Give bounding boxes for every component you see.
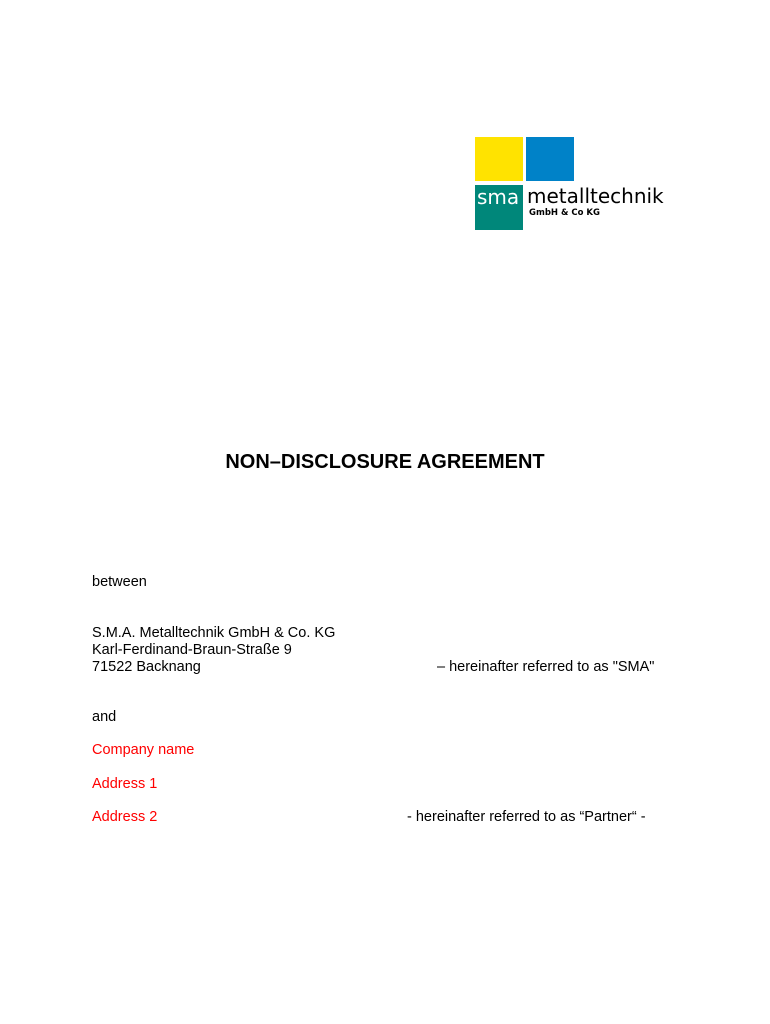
partner-address-2-field[interactable]: Address 2: [92, 809, 158, 825]
logo-badge-text: sma: [477, 185, 520, 209]
sma-city: 71522 Backnang: [92, 659, 201, 675]
partner-address-1-field[interactable]: Address 1: [92, 776, 158, 792]
company-logo: [474, 137, 674, 232]
sma-street: Karl-Ferdinand-Braun-Straße 9: [92, 642, 292, 658]
logo-brand-subtitle: GmbH & Co KG: [529, 208, 600, 218]
logo-yellow-square: [475, 137, 523, 181]
logo-brand-name: metalltechnik: [527, 184, 664, 208]
between-label: between: [92, 574, 147, 590]
document-title: NON–DISCLOSURE AGREEMENT: [225, 451, 545, 473]
sma-reference: – hereinafter referred to as "SMA": [437, 659, 655, 675]
and-label: and: [92, 709, 117, 725]
partner-reference: - hereinafter referred to as “Partner“ -: [407, 809, 646, 825]
logo-blue-square: [526, 137, 574, 181]
partner-company-name-field[interactable]: Company name: [92, 742, 195, 758]
sma-name: S.M.A. Metalltechnik GmbH & Co. KG: [92, 625, 336, 641]
